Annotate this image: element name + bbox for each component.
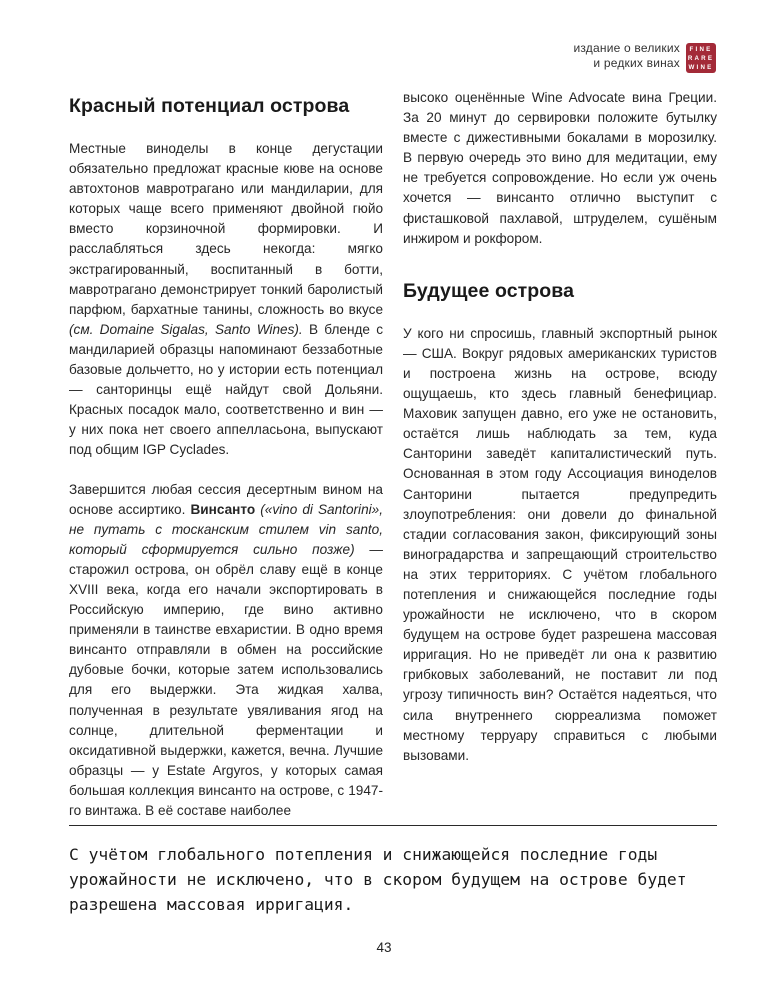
paragraph-red-wines (69, 139, 383, 461)
paragraph-text: — старожил острова, он обрёл славу ещё в конце XVIII века, когда его начали экспортировать в Российскую империю, где вино активно применяли в таинстве евхаристии. В одно время винсанто отправляли в обмен на российские дубовые бочки, которые затем использовались для его выдержки. Эта жидкая халва, полученная в результате увяливания ягод на солнце, длительной ферментации и оксидативной выдержки, кажется, вечна. Лучшие образцы — у Estate Argyros, у которых самая большая коллекция винсанто на острове, с 1947-го винтажа. В её составе наиболее (69, 541, 383, 818)
section-title-red-potential: Красный потенциал острова (69, 95, 350, 117)
paragraph-text: Местные виноделы в конце дегустации обязательно предложат красные кюве на основе автохтонов мавротрагано или мандиларии, для которых чаще всего применяют двойной гюйо вместо корзиночной формировки. И расслабляться здесь некогда: мягко экстрагированный, воспитанный в ботти, мавротрагано демонстрирует тонкий баролистый парфюм, бархатные танины, сложность во вкусе (69, 141, 383, 317)
publication-tagline (573, 41, 680, 71)
vinsanto-bold: Винсанто (190, 501, 256, 517)
page-number: 43 (376, 940, 392, 955)
left-column (69, 88, 383, 821)
section-title-future: Будущее острова (403, 279, 575, 302)
paragraph-vinsanto (69, 480, 383, 822)
logo-line-3: WINE (688, 64, 714, 71)
right-column (403, 88, 717, 766)
paragraph-italic: («vino di Santorini», не путать с тосканским стилем vin santo, который сформируется сильно позже) (69, 501, 383, 557)
paragraph-italic: (см. Domaine Sigalas, Santo Wines). (69, 321, 303, 337)
pull-quote: С учётом глобального потепления и снижающейся последние годы урожайности не исключено, что в скором будущем на острове будет разрешена массовая ирригация. (69, 845, 687, 914)
paragraph-future: У кого ни спросишь, главный экспортный рынок — США. Вокруг рядовых американских туристов и построена жизнь на острове, всюду ощущаешь, кто здесь главный бенефициар. Маховик запущен давно, его уже не остановить, остаётся лишь наблюдать за тем, куда Санторини заведёт капиталистический путь. Основанная в этом году Ассоциация виноделов Санторини пытается предупредить злоупотребления: они довели до финальной стадии согласования закон, фиксирующий зоны виноградарства и запрещающий строительство на этих территориях. С учётом глобального потепления и снижающейся последние годы урожайности не исключено, что в скором будущем на острове будет разрешена массовая ирригация. Но не приведёт ли она к развитию грибковых заболеваний, не поставит ли под угрозу типичность вин? Остаётся надеяться, что сила внутреннего сюрреализма поможет местному терруару справиться с любыми вызовами. (403, 325, 717, 763)
tagline-line-2: и редких винах (593, 56, 680, 70)
quote-divider (69, 825, 717, 826)
paragraph-text: Завершится любая сессия десертным вином на основе ассиртико. (69, 481, 383, 517)
paragraph-vinsanto-continued: высоко оценённые Wine Advocate вина Греции. За 20 минут до сервировки положите бутылку вместе с дижестивными бокалами в морозилку. В первую очередь это вино для медитации, ему не требуется сопровождение. Но если уж очень хочется — винсанто отлично выступит с фисташковой пахлавой, штруделем, сушёным инжиром и рокфором. (403, 90, 717, 246)
logo-line-2: RARE (687, 55, 715, 62)
logo-line-1: FINE (689, 46, 713, 53)
tagline-line-1: издание о великих (573, 41, 680, 55)
fine-rare-wine-logo (686, 43, 716, 73)
paragraph-text: В бленде с мандиларией образцы напоминают беззаботные базовые дольчетто, но у истории есть потенциал — санторинцы ещё найдут свой Дольяни. Красных посадок мало, соответственно и вин — у них пока нет своего аппелласьона, выпускают под общим IGP Cyclades. (69, 321, 383, 458)
